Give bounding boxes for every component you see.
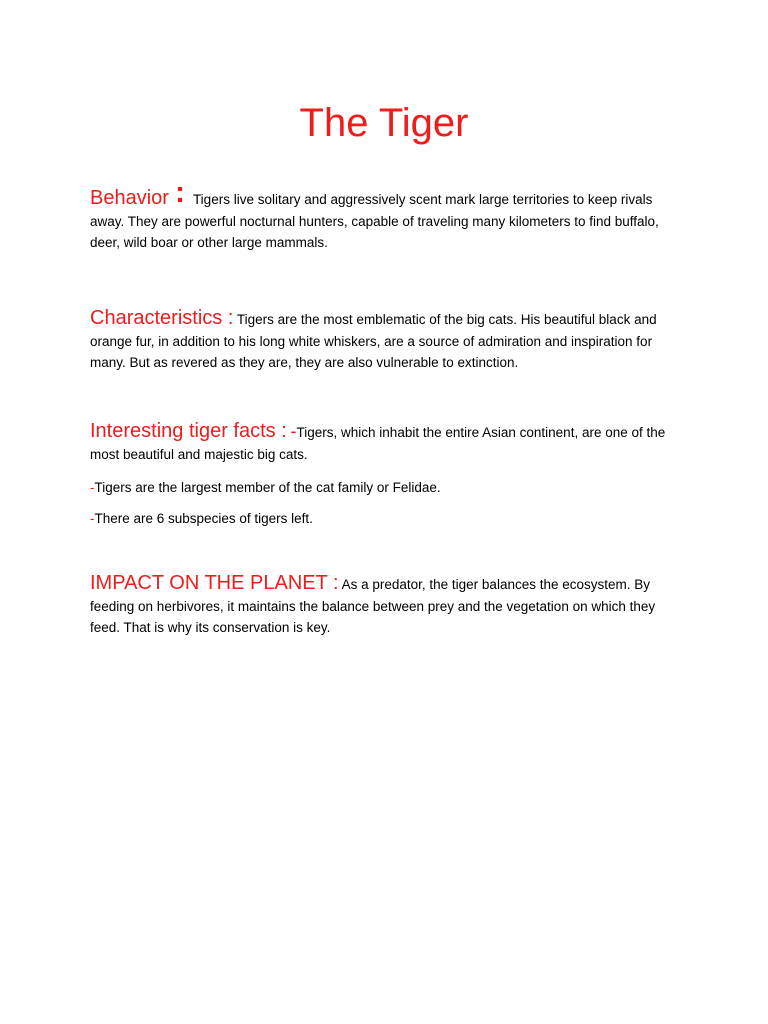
behavior-colon: :	[174, 176, 185, 209]
characteristics-heading: Characteristics :	[90, 307, 234, 329]
impact-text: As a predator, the tiger balances the ecosystem. By feeding on herbivores, it maintains the balance between prey and the vegetation on which they feed. That is why its conservation is key.	[90, 577, 656, 635]
fact-item	[90, 477, 680, 498]
facts-heading: Interesting tiger facts :	[90, 420, 287, 442]
characteristics-text: Tigers are the most emblematic of the big cats. His beautiful black and orange fur, in addition to his long white whiskers, are a source of admiration and inspiration for many. But as revered as they are, they are also vulnerable to extinction.	[90, 312, 657, 370]
facts-section	[90, 421, 680, 465]
fact-item-text: There are 6 subspecies of tigers left.	[94, 511, 313, 526]
facts-text: Tigers, which inhabit the entire Asian continent, are one of the most beautiful and majestic big cats.	[90, 425, 666, 462]
facts-dash: -	[290, 421, 297, 441]
fact-item-dash: -	[90, 511, 95, 526]
characteristics-section	[90, 308, 680, 374]
behavior-heading: Behavior	[90, 187, 169, 209]
behavior-text: Tigers live solitary and aggressively scent mark large territories to keep rivals away. They are powerful nocturnal hunters, capable of traveling many kilometers to find buffalo, deer, wild boar or other large mammals.	[90, 192, 659, 250]
impact-heading: IMPACT ON THE PLANET :	[90, 572, 339, 594]
fact-item-dash: -	[90, 480, 95, 495]
behavior-section	[90, 176, 680, 254]
page-title: The Tiger	[299, 101, 469, 145]
fact-item-text: Tigers are the largest member of the cat family or Felidae.	[94, 480, 441, 495]
impact-section	[90, 573, 680, 639]
fact-item	[90, 508, 680, 529]
